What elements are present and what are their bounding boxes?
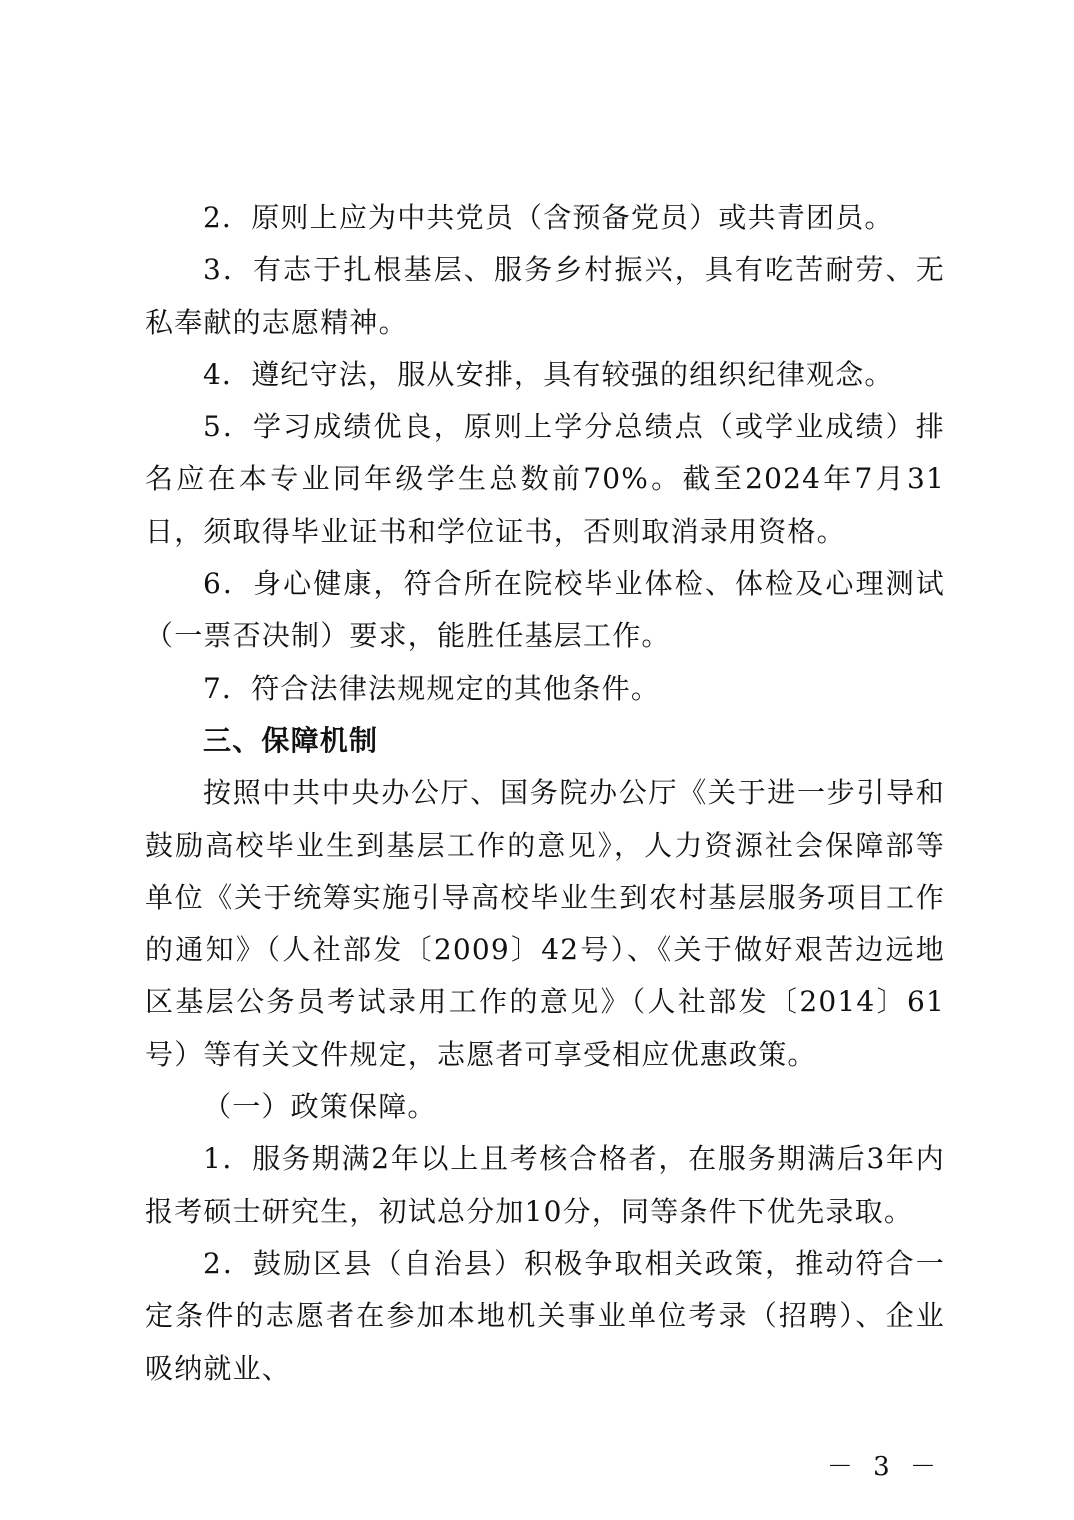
policy-item-2: 2．鼓励区县（自治县）积极争取相关政策，推动符合一定条件的志愿者在参加本地机关事业单位考录（招聘）、企业吸纳就业、	[145, 1246, 945, 1385]
item-5-academic: 5．学习成绩优良，原则上学分总绩点（或学业成绩）排名应在本专业同年级学生总数前70%。截至2024年7月31日，须取得毕业证书和学位证书，否则取消录用资格。	[145, 410, 945, 548]
subsection-1-heading: （一）政策保障。	[203, 1090, 437, 1124]
item-4-discipline: 4．遵纪守法，服从安排，具有较强的组织纪律观念。	[203, 357, 894, 391]
policy-item-1: 1．服务期满2年以上且考核合格者，在服务期满后3年内报考硕士研究生，初试总分加10分，同等条件下优先录取。	[145, 1142, 945, 1228]
item-2-party-membership: 2．原则上应为中共党员（含预备党员）或共青团员。	[203, 201, 894, 234]
page-number: － 3 －	[826, 1452, 942, 1482]
section-3-heading: 三、保障机制	[203, 723, 379, 757]
item-3-volunteer-spirit: 3．有志于扎根基层、服务乡村振兴，具有吃苦耐劳、无私奉献的志愿精神。	[145, 253, 945, 339]
item-7-other: 7．符合法律法规规定的其他条件。	[203, 671, 661, 705]
item-6-health: 6．身心健康，符合所在院校毕业体检、体检及心理测试（一票否决制）要求，能胜任基层工作。	[145, 567, 945, 653]
section-3-intro: 按照中共中央办公厅、国务院办公厅《关于进一步引导和鼓励高校毕业生到基层工作的意见》，人力资源社会保障部等单位《关于统筹实施引导高校毕业生到农村基层服务项目工作的通知》（人社部发〔2009〕42号）、《关于做好艰苦边远地区基层公务员考试录用工作的意见》（人社部发〔2014〕61号）等有关文件规定，志愿者可享受相应优惠政策。	[145, 776, 945, 1071]
document-body	[145, 192, 945, 1395]
